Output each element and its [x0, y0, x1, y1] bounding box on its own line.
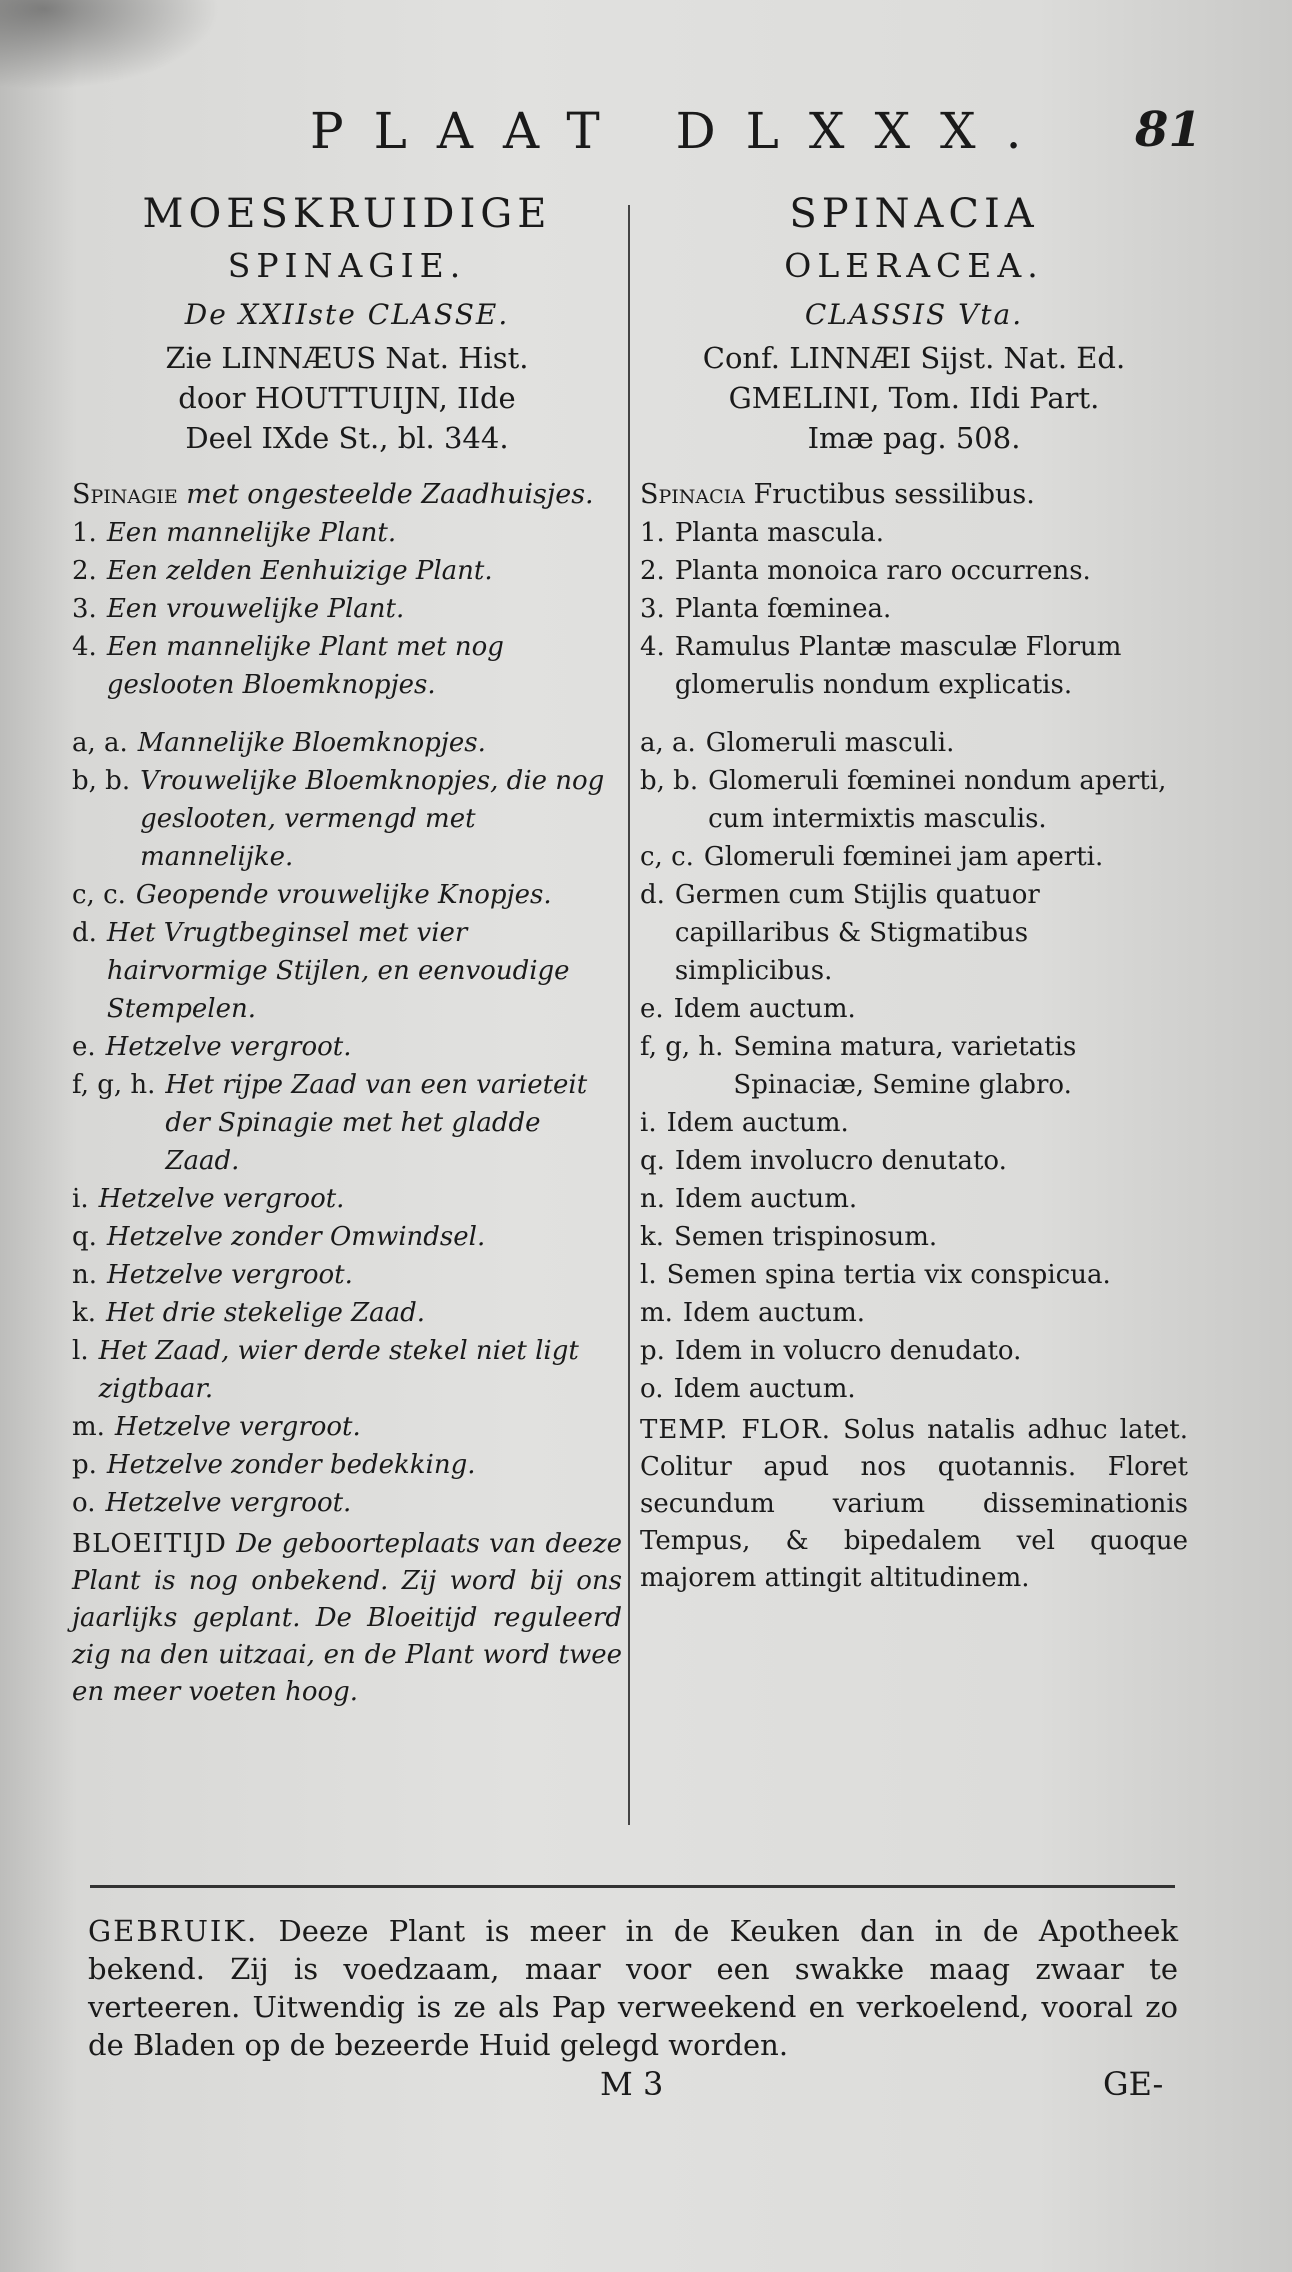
plate-title: PLAAT DLXXX.: [310, 102, 1052, 160]
entry-key: l.: [72, 1336, 89, 1366]
list-item: [72, 762, 622, 876]
entry-key: 3.: [640, 594, 665, 624]
entry-text: Vrouwelijke Bloemknopjes, die nog geslooten, vermengd met mannelijke.: [140, 766, 605, 872]
list-item: [640, 990, 1188, 1028]
entry-key: o.: [640, 1374, 664, 1404]
dutch-ref-line1: Zie LINNÆUS Nat. Hist.: [165, 341, 529, 375]
entry-key: p.: [640, 1336, 665, 1366]
entry-text: Germen cum Stijlis quatuor capillaribus & Stigmatibus simplicibus.: [674, 880, 1040, 986]
entry-key: e.: [640, 994, 664, 1024]
list-item: [72, 724, 622, 762]
entry-text: Mannelijke Bloemknopjes.: [137, 728, 486, 758]
dutch-name-line1: MOESKRUIDIGE: [142, 191, 552, 237]
entry-key: 2.: [72, 556, 97, 586]
entry-text: Idem auctum.: [673, 1374, 856, 1404]
list-item: [640, 552, 1188, 590]
list-item: [72, 1066, 622, 1180]
entry-text: Semen spina tertia vix conspicua.: [666, 1260, 1111, 1290]
list-item: [72, 628, 622, 704]
entry-key: m.: [640, 1298, 673, 1328]
latin-ref-line3: Imæ pag. 508.: [807, 421, 1021, 455]
entry-key: 4.: [640, 632, 665, 662]
list-item: [72, 514, 622, 552]
latin-diagnosis-genus: Spinacia: [640, 479, 745, 510]
gebruik-paragraph: [88, 1912, 1178, 2064]
entry-key: a, a.: [72, 728, 128, 758]
entry-text: Hetzelve zonder Omwindsel.: [106, 1222, 486, 1252]
latin-diagnosis-text: Fructibus sessilibus.: [753, 479, 1035, 510]
latin-name-line2: OLERACEA.: [784, 246, 1044, 285]
entry-key: 2.: [640, 556, 665, 586]
entry-text: Geopende vrouwelijke Knopjes.: [135, 880, 552, 910]
footer-rule: [90, 1885, 1175, 1888]
list-item: [72, 1484, 622, 1522]
dutch-figure-list: [72, 514, 622, 704]
list-item: [640, 1104, 1188, 1142]
entry-key: a, a.: [640, 728, 696, 758]
latin-classis: CLASSIS Vta.: [804, 298, 1024, 331]
entry-key: b, b.: [72, 766, 131, 796]
entry-key: k.: [640, 1222, 665, 1252]
list-item: [72, 552, 622, 590]
list-item: [640, 1218, 1188, 1256]
entry-key: k.: [72, 1298, 97, 1328]
latin-ref-line2: GMELINI, Tom. IIdi Part.: [728, 381, 1100, 415]
entry-key: f, g, h.: [72, 1070, 156, 1100]
list-item: [640, 590, 1188, 628]
entry-text: Hetzelve vergroot.: [114, 1412, 361, 1442]
gebruik-label: GEBRUIK.: [88, 1914, 259, 1948]
entry-key: p.: [72, 1450, 97, 1480]
entry-key: d.: [72, 918, 97, 948]
dutch-diagnosis-text: met ongesteelde Zaadhuisjes.: [186, 479, 594, 510]
entry-text: Idem involucro denutato.: [674, 1146, 1007, 1176]
entry-key: c, c.: [72, 880, 126, 910]
latin-tempus-floris: [640, 1412, 1188, 1597]
list-item: [72, 1180, 622, 1218]
tempus-floris-text: Solus natalis adhuc latet. Colitur apud nos quotannis. Floret secundum varium disseminationis Tempus, & bipedalem vel quoque majorem attingit altitudinem.: [640, 1415, 1188, 1593]
latin-column: [640, 188, 1188, 1597]
list-item: [640, 724, 1188, 762]
entry-key: 4.: [72, 632, 97, 662]
dutch-bloeitijd: [72, 1526, 622, 1711]
list-item: [72, 876, 622, 914]
entry-text: Planta monoica raro occurrens.: [674, 556, 1091, 586]
latin-diagnosis: [640, 476, 1188, 514]
entry-key: 3.: [72, 594, 97, 624]
entry-key: o.: [72, 1488, 96, 1518]
list-item: [72, 1256, 622, 1294]
catchword: GE-: [1103, 2065, 1164, 2103]
list-item: [640, 762, 1188, 838]
entry-key: d.: [640, 880, 665, 910]
list-item: [640, 1332, 1188, 1370]
bloeitijd-label: BLOEITIJD: [72, 1529, 227, 1559]
list-item: [640, 1180, 1188, 1218]
entry-key: i.: [72, 1184, 89, 1214]
list-item: [640, 514, 1188, 552]
list-item: [72, 1028, 622, 1066]
list-item: [640, 1370, 1188, 1408]
entry-text: Idem auctum.: [682, 1298, 866, 1328]
list-item: [72, 1446, 622, 1484]
entry-key: q.: [640, 1146, 665, 1176]
entry-key: q.: [72, 1222, 97, 1252]
page-header: [0, 102, 1292, 162]
entry-key: n.: [72, 1260, 98, 1290]
entry-text: Een mannelijke Plant met nog geslooten Bloemknopjes.: [106, 632, 504, 700]
entry-text: Een mannelijke Plant.: [106, 518, 397, 548]
list-item: [72, 914, 622, 1028]
entry-key: e.: [72, 1032, 96, 1062]
entry-text: Hetzelve zonder bedekking.: [106, 1450, 476, 1480]
entry-text: Planta mascula.: [674, 518, 884, 548]
entry-text: Ramulus Plantæ masculæ Florum glomerulis nondum explicatis.: [674, 632, 1122, 700]
dutch-detail-list: [72, 724, 622, 1522]
entry-text: Glomeruli masculi.: [705, 728, 955, 758]
entry-key: l.: [640, 1260, 657, 1290]
bloeitijd-text: De geboorteplaats van deeze Plant is nog onbekend. Zij word bij ons jaarlijks geplant. De Bloeitijd reguleerd zig na den uitzaai, en de Plant word twee en meer voeten hoog.: [72, 1529, 622, 1707]
entry-text: Het Zaad, wier derde stekel niet ligt zigtbaar.: [98, 1336, 579, 1404]
tempus-floris-label: TEMP. FLOR.: [640, 1415, 831, 1445]
latin-detail-list: [640, 724, 1188, 1408]
entry-text: Semina matura, varietatis Spinaciæ, Semine glabro.: [733, 1032, 1077, 1100]
entry-text: Semen trispinosum.: [674, 1222, 938, 1252]
entry-text: Het Vrugtbeginsel met vier hairvormige Stijlen, en eenvoudige Stempelen.: [106, 918, 570, 1024]
entry-text: Idem auctum.: [666, 1108, 849, 1138]
list-item: [640, 876, 1188, 990]
entry-text: Idem auctum.: [675, 1184, 858, 1214]
entry-text: Een zelden Eenhuizige Plant.: [106, 556, 493, 586]
list-item: [72, 1408, 622, 1446]
entry-text: Idem auctum.: [673, 994, 856, 1024]
entry-text: Planta fœminea.: [674, 594, 892, 624]
dutch-classe: De XXIIste CLASSE.: [184, 298, 510, 331]
entry-key: f, g, h.: [640, 1032, 724, 1062]
entry-text: Hetzelve vergroot.: [105, 1032, 352, 1062]
entry-text: Het drie stekelige Zaad.: [106, 1298, 426, 1328]
list-item: [640, 1294, 1188, 1332]
latin-ref-line1: Conf. LINNÆI Sijst. Nat. Ed.: [702, 341, 1126, 375]
entry-key: b, b.: [640, 766, 699, 796]
entry-key: 1.: [72, 518, 97, 548]
entry-text: Hetzelve vergroot.: [107, 1260, 353, 1290]
list-item: [640, 1028, 1188, 1104]
entry-key: i.: [640, 1108, 657, 1138]
entry-text: Hetzelve vergroot.: [98, 1184, 345, 1214]
entry-text: Glomeruli fœminei jam aperti.: [703, 842, 1104, 872]
dutch-diagnosis-genus: Spinagie: [72, 479, 178, 510]
entry-key: n.: [640, 1184, 666, 1214]
list-item: [72, 1294, 622, 1332]
dutch-ref-line3: Deel IXde St., bl. 344.: [185, 421, 509, 455]
list-item: [640, 838, 1188, 876]
dutch-ref-line2: door HOUTTUIJN, IIde: [178, 381, 516, 415]
list-item: [640, 1142, 1188, 1180]
list-item: [640, 628, 1188, 704]
entry-text: Hetzelve vergroot.: [105, 1488, 352, 1518]
list-item: [72, 1218, 622, 1256]
dutch-diagnosis: [72, 476, 622, 514]
latin-name-line1: SPINACIA: [789, 191, 1039, 237]
column-divider: [628, 205, 630, 1825]
entry-text: Een vrouwelijke Plant.: [106, 594, 405, 624]
entry-key: m.: [72, 1412, 105, 1442]
page-number: 81: [1135, 102, 1202, 158]
list-item: [72, 1332, 622, 1408]
entry-key: 1.: [640, 518, 665, 548]
list-item: [72, 590, 622, 628]
gebruik-text: Deeze Plant is meer in de Keuken dan in de Apotheek bekend. Zij is voedzaam, maar voor een swakke maag zwaar te verteeren. Uitwendig is ze als Pap verweekend en verkoelend, vooral zo de Bladen op de bezeerde Huid gelegd worden.: [88, 1914, 1179, 2062]
signature-mark: M 3: [600, 2065, 664, 2103]
dutch-column: [72, 188, 622, 1711]
list-item: [640, 1256, 1188, 1294]
entry-text: Het rijpe Zaad van een varieteit der Spinagie met het gladde Zaad.: [165, 1070, 588, 1176]
latin-figure-list: [640, 514, 1188, 704]
entry-text: Idem in volucro denudato.: [674, 1336, 1022, 1366]
page-stain: [0, 0, 220, 90]
entry-text: Glomeruli fœminei nondum aperti, cum intermixtis masculis.: [708, 766, 1167, 834]
entry-key: c, c.: [640, 842, 694, 872]
dutch-name-line2: SPINAGIE.: [227, 246, 467, 285]
